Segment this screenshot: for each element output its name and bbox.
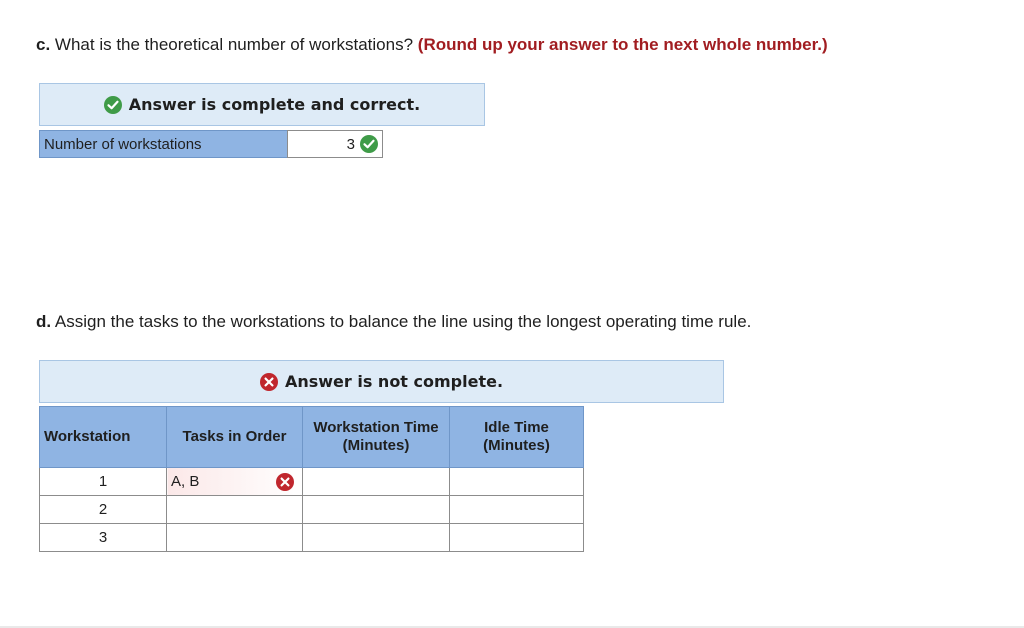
workstation-number: 2 bbox=[40, 496, 167, 524]
idle-time-input[interactable] bbox=[450, 468, 584, 496]
header-workstation: Workstation bbox=[40, 407, 167, 468]
question-d bbox=[36, 312, 751, 332]
number-of-workstations-input[interactable] bbox=[287, 130, 383, 158]
question-c bbox=[36, 35, 828, 55]
header-idle-time: Idle Time (Minutes) bbox=[450, 407, 584, 468]
banner-complete-text: Answer is complete and correct. bbox=[128, 95, 421, 114]
tasks-input[interactable] bbox=[167, 524, 303, 552]
header-tasks-in-order: Tasks in Order bbox=[167, 407, 303, 468]
idle-time-input[interactable] bbox=[450, 496, 584, 524]
workstation-number: 1 bbox=[40, 468, 167, 496]
workstation-number: 3 bbox=[40, 524, 167, 552]
table-header-row bbox=[40, 407, 584, 468]
banner-not-complete bbox=[39, 360, 724, 403]
table-row bbox=[40, 496, 584, 524]
workstation-time-input[interactable] bbox=[303, 496, 450, 524]
workstation-table bbox=[39, 406, 584, 552]
header-workstation-time: Workstation Time (Minutes) bbox=[303, 407, 450, 468]
number-of-workstations-label: Number of workstations bbox=[39, 130, 288, 158]
check-circle-icon bbox=[104, 96, 122, 114]
table-row bbox=[40, 468, 584, 496]
tasks-input[interactable] bbox=[167, 496, 303, 524]
idle-time-input[interactable] bbox=[450, 524, 584, 552]
banner-not-complete-text: Answer is not complete. bbox=[284, 372, 504, 391]
question-d-text: Assign the tasks to the workstations to balance the line using the longest operating time rule. bbox=[54, 312, 752, 331]
table-row bbox=[40, 524, 584, 552]
question-c-letter: c. bbox=[36, 35, 51, 54]
question-c-note: (Round up your answer to the next whole number.) bbox=[417, 35, 828, 54]
x-circle-icon bbox=[276, 473, 294, 491]
question-c-text: What is the theoretical number of workstations? bbox=[54, 35, 414, 54]
number-of-workstations-value: 3 bbox=[346, 135, 355, 153]
workstation-time-input[interactable] bbox=[303, 524, 450, 552]
check-circle-icon bbox=[360, 135, 378, 153]
tasks-value: A, B bbox=[171, 473, 200, 490]
banner-complete-correct bbox=[39, 83, 485, 126]
workstation-time-input[interactable] bbox=[303, 468, 450, 496]
x-circle-icon bbox=[260, 373, 278, 391]
tasks-input[interactable] bbox=[167, 468, 303, 496]
question-d-letter: d. bbox=[36, 312, 52, 331]
